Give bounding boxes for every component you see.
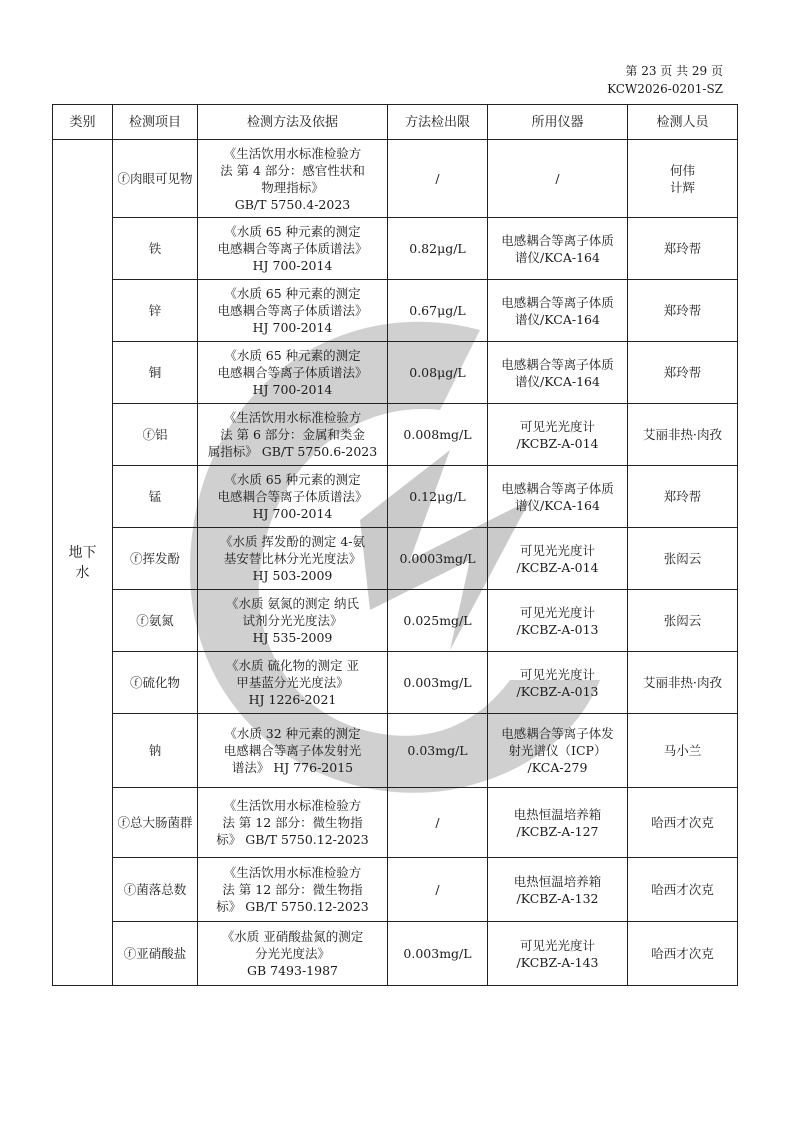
table-row: [53, 218, 738, 280]
instrument-cell-line: 射光谱仪（ICP）: [508, 743, 607, 758]
limit-cell: 0.025mg/L: [388, 590, 488, 652]
table-row: [53, 466, 738, 528]
limit-cell: /: [388, 140, 488, 218]
method-cell-line: 物理指标》: [261, 179, 324, 195]
method-cell: [198, 280, 388, 342]
method-cell-line: 电感耦合等离子体发射光: [223, 743, 362, 758]
column-header-staff: 检测人员: [628, 105, 738, 140]
instrument-cell-line: 可见光光度计: [519, 604, 595, 620]
staff-cell-line: 马小兰: [663, 743, 702, 758]
limit-cell: /: [388, 788, 488, 858]
instrument-cell-line: 谱仪/KCA-164: [515, 497, 600, 513]
limit-cell: 0.12μg/L: [388, 466, 488, 528]
instrument-cell-line: 电热恒温培养箱: [513, 806, 602, 822]
method-cell-line: 《生活饮用水标准检验方: [223, 865, 362, 880]
staff-cell: [628, 528, 738, 590]
instrument-cell-line: /KCA-279: [527, 760, 588, 775]
instrument-cell-line: /KCBZ-A-013: [516, 683, 599, 699]
instrument-cell-line: 可见光光度计: [519, 666, 595, 682]
staff-cell-line: 艾丽非热·肉孜: [643, 427, 722, 442]
method-cell-line: 电感耦合等离子体质谱法》: [217, 489, 368, 504]
method-cell-line: 《水质 65 种元素的测定: [224, 224, 361, 239]
staff-cell-line: 计辉: [669, 179, 695, 195]
staff-cell-line: 张闳云: [663, 613, 702, 628]
item-cell: 锌: [113, 280, 198, 342]
staff-cell: [628, 404, 738, 466]
staff-cell-line: 张闳云: [663, 551, 702, 566]
staff-cell: [628, 858, 738, 922]
method-cell: [198, 590, 388, 652]
method-cell-line: 分光光度法》: [254, 946, 330, 961]
method-cell-line: 法 第 6 部分：金属和类金: [220, 427, 365, 442]
table-row: [53, 140, 738, 218]
method-cell-line: GB/T 5750.4-2023: [234, 196, 351, 212]
item-cell: ⓕ硫化物: [113, 652, 198, 714]
limit-cell: 0.08μg/L: [388, 342, 488, 404]
staff-cell: [628, 652, 738, 714]
column-header-limit: 方法检出限: [388, 105, 488, 140]
staff-cell-line: 郑玲帮: [663, 241, 702, 256]
method-cell-line: 标》 GB/T 5750.12-2023: [216, 832, 369, 847]
instrument-cell: [488, 652, 628, 714]
method-cell-line: HJ 700-2014: [252, 320, 333, 335]
staff-cell-line: 哈西才次克: [651, 882, 714, 897]
instrument-cell-line: 谱仪/KCA-164: [515, 373, 600, 389]
staff-cell-line: 郑玲帮: [663, 489, 702, 504]
staff-cell: [628, 714, 738, 788]
method-cell-line: 电感耦合等离子体质谱法》: [217, 303, 368, 318]
method-cell-line: 《水质 氨氮的测定 纳氏: [226, 596, 359, 611]
staff-cell-line: 哈西才次克: [651, 946, 714, 961]
method-cell-line: 属指标》 GB/T 5750.6-2023: [207, 444, 378, 459]
table-row: [53, 342, 738, 404]
method-cell: [198, 218, 388, 280]
method-cell-line: 法 第 4 部分：感官性状和: [220, 162, 365, 178]
instrument-cell: [488, 590, 628, 652]
item-cell: 铜: [113, 342, 198, 404]
staff-cell: [628, 342, 738, 404]
table-row: [53, 528, 738, 590]
method-cell-line: HJ 700-2014: [252, 382, 333, 397]
item-cell: ⓕ肉眼可见物: [113, 140, 198, 218]
table-row: [53, 652, 738, 714]
item-cell: ⓕ氨氮: [113, 590, 198, 652]
method-cell-line: 法 第 12 部分：微生物指: [222, 882, 363, 897]
column-header-instrument: 所用仪器: [488, 105, 628, 140]
table-row: [53, 590, 738, 652]
method-cell: [198, 652, 388, 714]
instrument-cell-line: 电感耦合等离子体质: [501, 356, 614, 372]
method-cell-line: HJ 700-2014: [252, 258, 333, 273]
instrument-cell: [488, 404, 628, 466]
limit-cell: 0.003mg/L: [388, 922, 488, 986]
test-results-table: [52, 104, 738, 986]
instrument-cell-line: 电感耦合等离子体质: [501, 480, 614, 496]
item-cell: ⓕ挥发酚: [113, 528, 198, 590]
method-cell-line: 《水质 65 种元素的测定: [224, 348, 361, 363]
limit-cell: 0.82μg/L: [388, 218, 488, 280]
instrument-cell-line: 可见光光度计: [519, 418, 595, 434]
method-cell-line: 试剂分光光度法》: [242, 613, 343, 628]
method-cell-line: 标》 GB/T 5750.12-2023: [216, 899, 369, 914]
method-cell-line: HJ 535-2009: [252, 630, 333, 645]
method-cell: [198, 714, 388, 788]
table-row: [53, 922, 738, 986]
method-cell-line: 《水质 挥发酚的测定 4-氨: [219, 534, 366, 549]
category-label: 地下水: [68, 544, 97, 581]
method-cell-line: 《生活饮用水标准检验方: [223, 410, 362, 425]
instrument-cell-line: /KCBZ-A-013: [516, 621, 599, 637]
category-cell: [53, 140, 113, 986]
staff-cell-line: 艾丽非热·肉孜: [643, 675, 722, 690]
item-cell: ⓕ铝: [113, 404, 198, 466]
instrument-cell-line: /KCBZ-A-132: [516, 890, 599, 906]
item-cell: 铁: [113, 218, 198, 280]
staff-cell: [628, 922, 738, 986]
method-cell-line: 甲基蓝分光光度法》: [236, 675, 349, 690]
staff-cell: [628, 280, 738, 342]
limit-cell: 0.0003mg/L: [388, 528, 488, 590]
page-header: [607, 62, 723, 98]
method-cell-line: 电感耦合等离子体质谱法》: [217, 241, 368, 256]
instrument-cell-line: /KCBZ-A-127: [516, 823, 599, 839]
instrument-cell-line: 电感耦合等离子体质: [501, 232, 614, 248]
staff-cell: [628, 590, 738, 652]
instrument-cell: [488, 528, 628, 590]
method-cell-line: 谱法》 HJ 776-2015: [231, 760, 354, 775]
method-cell-line: 基安替比林分光光度法》: [223, 551, 362, 566]
method-cell-line: 《水质 亚硝酸盐氮的测定: [221, 929, 364, 944]
instrument-cell: [488, 280, 628, 342]
limit-cell: 0.67μg/L: [388, 280, 488, 342]
instrument-cell: [488, 858, 628, 922]
method-cell-line: HJ 700-2014: [252, 506, 333, 521]
item-cell: 锰: [113, 466, 198, 528]
method-cell-line: 《生活饮用水标准检验方: [223, 145, 362, 161]
staff-cell-line: 哈西才次克: [651, 815, 714, 830]
method-cell-line: 电感耦合等离子体质谱法》: [217, 365, 368, 380]
staff-cell-line: 郑玲帮: [663, 303, 702, 318]
report-number: KCW2026-0201-SZ: [607, 82, 723, 96]
method-cell-line: 《水质 硫化物的测定 亚: [226, 658, 359, 673]
instrument-cell-line: 谱仪/KCA-164: [515, 311, 600, 327]
method-cell-line: GB 7493-1987: [247, 963, 338, 978]
limit-cell: /: [388, 858, 488, 922]
method-cell: [198, 404, 388, 466]
instrument-cell: [488, 788, 628, 858]
table-row: [53, 404, 738, 466]
column-header-category: 类别: [53, 105, 113, 140]
instrument-cell-line: 电热恒温培养箱: [513, 873, 602, 889]
staff-cell-line: 郑玲帮: [663, 365, 702, 380]
staff-cell-line: 何伟: [669, 162, 695, 178]
method-cell: [198, 140, 388, 218]
method-cell-line: HJ 1226-2021: [248, 692, 337, 707]
table-row: [53, 714, 738, 788]
staff-cell: [628, 140, 738, 218]
instrument-cell: [488, 466, 628, 528]
staff-cell: [628, 788, 738, 858]
instrument-cell: [488, 140, 628, 218]
table-row: [53, 858, 738, 922]
method-cell: [198, 922, 388, 986]
limit-cell: 0.003mg/L: [388, 652, 488, 714]
column-header-item: 检测项目: [113, 105, 198, 140]
instrument-cell-line: /KCBZ-A-143: [516, 954, 599, 970]
item-cell: 钠: [113, 714, 198, 788]
limit-cell: 0.03mg/L: [388, 714, 488, 788]
table-row: [53, 788, 738, 858]
instrument-cell-line: 谱仪/KCA-164: [515, 249, 600, 265]
method-cell: [198, 858, 388, 922]
table-header-row: [53, 105, 738, 140]
column-header-method: 检测方法及依据: [198, 105, 388, 140]
table-row: [53, 280, 738, 342]
instrument-cell-line: 电感耦合等离子体质: [501, 294, 614, 310]
instrument-cell-line: /: [555, 171, 560, 186]
item-cell: ⓕ亚硝酸盐: [113, 922, 198, 986]
staff-cell: [628, 218, 738, 280]
item-cell: ⓕ菌落总数: [113, 858, 198, 922]
method-cell-line: 法 第 12 部分：微生物指: [222, 815, 363, 830]
method-cell-line: 《水质 65 种元素的测定: [224, 286, 361, 301]
instrument-cell-line: 可见光光度计: [519, 937, 595, 953]
method-cell-line: 《水质 32 种元素的测定: [224, 726, 361, 741]
instrument-cell: [488, 922, 628, 986]
table-body: [53, 140, 738, 986]
method-cell: [198, 788, 388, 858]
instrument-cell: [488, 218, 628, 280]
instrument-cell: [488, 342, 628, 404]
method-cell-line: 《水质 65 种元素的测定: [224, 472, 361, 487]
item-cell: ⓕ总大肠菌群: [113, 788, 198, 858]
page-number: 第 23 页 共 29 页: [625, 64, 723, 78]
instrument-cell-line: /KCBZ-A-014: [516, 559, 599, 575]
instrument-cell: [488, 714, 628, 788]
method-cell: [198, 528, 388, 590]
staff-cell: [628, 466, 738, 528]
method-cell: [198, 342, 388, 404]
instrument-cell-line: /KCBZ-A-014: [516, 435, 599, 451]
limit-cell: 0.008mg/L: [388, 404, 488, 466]
method-cell-line: 《生活饮用水标准检验方: [223, 798, 362, 813]
method-cell: [198, 466, 388, 528]
instrument-cell-line: 可见光光度计: [519, 542, 595, 558]
instrument-cell-line: 电感耦合等离子体发: [501, 726, 614, 741]
method-cell-line: HJ 503-2009: [252, 568, 333, 583]
